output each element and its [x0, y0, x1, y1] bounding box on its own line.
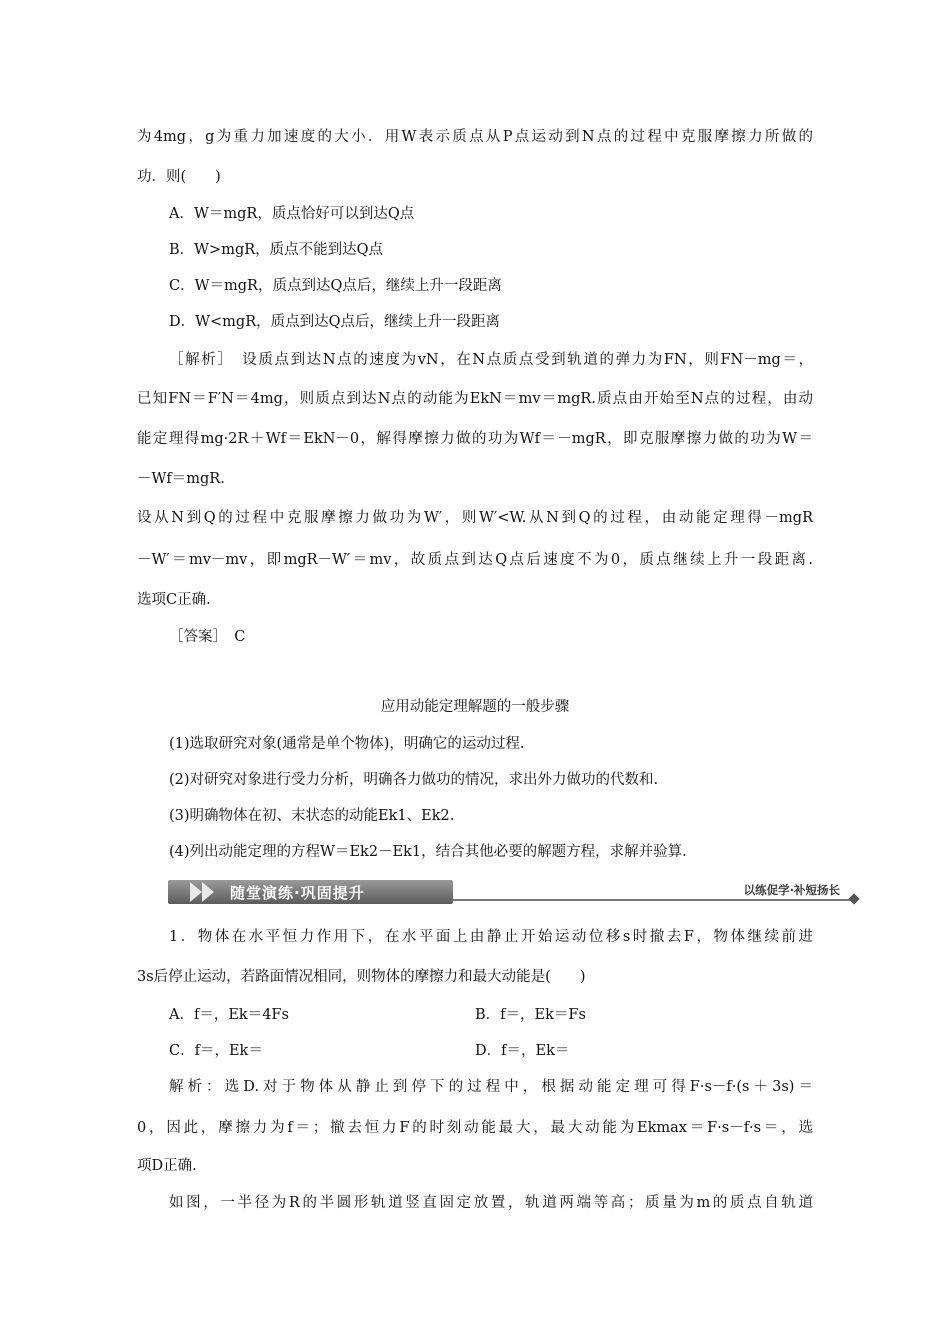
- chevron-right-icon: [202, 882, 214, 902]
- option-b: B．W>mgR，质点不能到达Q点: [169, 242, 384, 258]
- banner-subtitle: 以练促学·补短扬长: [743, 883, 840, 897]
- answer-line: ［答案］ C: [169, 629, 246, 645]
- q1-option-d: D．f＝，Ek＝: [475, 1043, 570, 1059]
- option-c: C．W＝mgR，质点到达Q点后，继续上升一段距离: [169, 278, 502, 294]
- option-a: A．W＝mgR，质点恰好可以到达Q点: [169, 206, 415, 222]
- analysis-line: －W′＝mv－mv，即mgR－W′＝mv，故质点到达Q点后速度不为0，质点继续上升一段距离.: [137, 552, 813, 568]
- analysis-line: 能定理得mg·2R＋Wf＝EkN－0，解得摩擦力做的功为Wf＝－mgR，即克服摩擦力做的功为W＝: [137, 431, 813, 447]
- banner-title: 随堂演练·巩固提升: [230, 884, 365, 902]
- step-item: (4)列出动能定理的方程W＝Ek2－Ek1，结合其他必要的解题方程，求解并验算.: [169, 844, 687, 860]
- question-line: 如图，一半径为R的半圆形轨道竖直固定放置，轨道两端等高；质量为m的质点自轨道: [169, 1195, 813, 1211]
- q1-analysis-line: 解析：选D.对于物体从静止到停下的过程中，根据动能定理可得F·s－f·(s＋3s)＝: [169, 1079, 813, 1095]
- diamond-icon: [848, 893, 859, 904]
- analysis-line: ［解析］ 设质点到达N点的速度为vN，在N点质点受到轨道的弹力为FN，则FN－mg＝，: [169, 352, 813, 368]
- step-item: (1)选取研究对象(通常是单个物体)，明确它的运动过程.: [169, 736, 525, 752]
- step-item: (2)对研究对象进行受力分析，明确各力做功的情况，求出外力做功的代数和.: [169, 772, 659, 788]
- q1-option-b: B．f＝，Ek＝Fs: [475, 1007, 586, 1023]
- analysis-line: 已知FN＝F′N＝4mg，则质点到达N点的动能为EkN＝mv＝mgR.质点由开始至N点的过程，由动: [137, 391, 813, 407]
- q1-option-c: C．f＝，Ek＝: [169, 1043, 263, 1059]
- question-line: 3s后停止运动，若路面情况相同，则物体的摩擦力和最大动能是( ): [137, 969, 586, 985]
- paragraph-line: 为4mg，g为重力加速度的大小．用W表示质点从P点运动到N点的过程中克服摩擦力所做的: [137, 129, 813, 145]
- analysis-line: －Wf＝mgR.: [137, 471, 225, 487]
- step-item: (3)明确物体在初、末状态的动能Ek1、Ek2.: [169, 808, 455, 824]
- q1-analysis-line: 项D正确.: [137, 1158, 197, 1174]
- q1-option-a: A．f＝，Ek＝4Fs: [169, 1007, 289, 1023]
- analysis-line: 设从N到Q的过程中克服摩擦力做功为W′，则W′<W.从N到Q的过程，由动能定理得－mgR: [137, 510, 813, 526]
- q1-analysis-line: 0，因此，摩擦力为f＝；撤去恒力F的时刻动能最大，最大动能为Ekmax＝F·s－f·s＝，选: [137, 1120, 813, 1136]
- question-line: 1．物体在水平恒力作用下，在水平面上由静止开始运动位移s时撤去F，物体继续前进: [169, 929, 813, 945]
- option-d: D．W<mgR，质点到达Q点后，继续上升一段距离: [169, 314, 501, 330]
- analysis-line: 选项C正确.: [137, 592, 211, 608]
- steps-title: 应用动能定理解题的一般步骤: [380, 699, 570, 715]
- banner-divider: [453, 899, 853, 901]
- chevron-right-icon: [190, 882, 202, 902]
- section-banner: [168, 880, 858, 904]
- paragraph-line: 功．则( ): [137, 169, 221, 185]
